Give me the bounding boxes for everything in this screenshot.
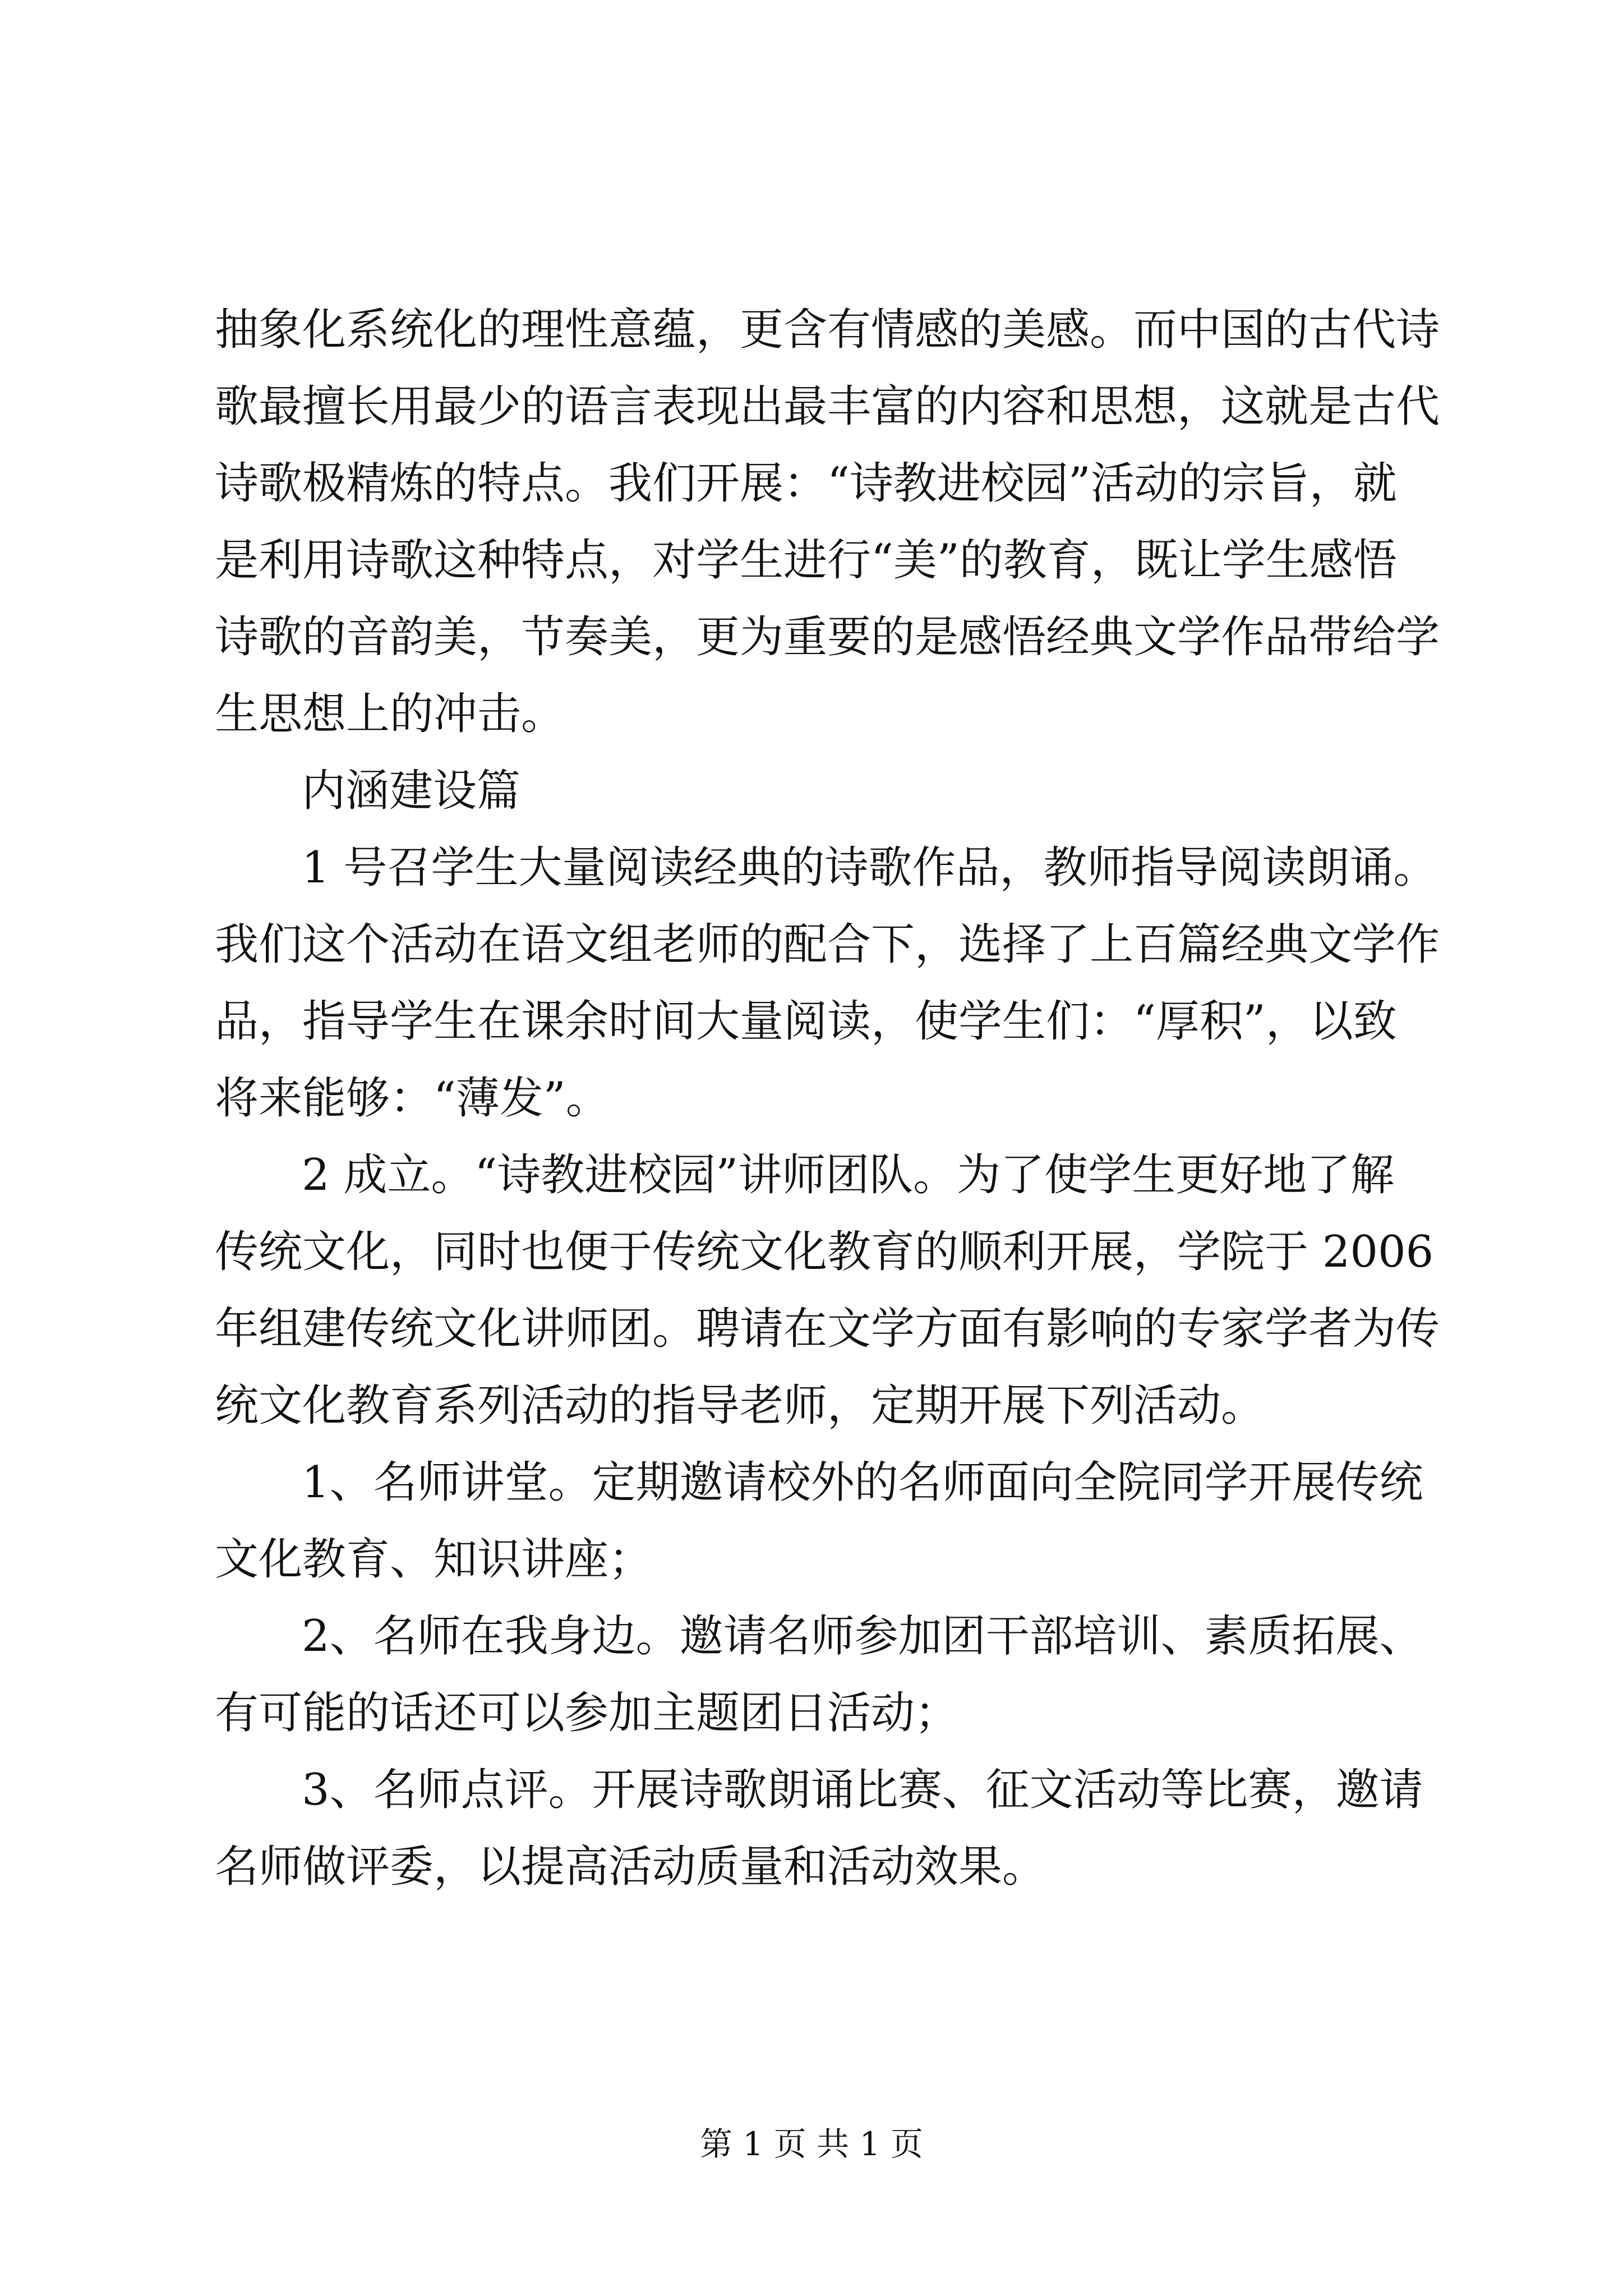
paragraph-line: 1 号召学生大量阅读经典的诗歌作品，教师指导阅读朗诵。 bbox=[302, 843, 1437, 893]
list-item-line: 2、名师在我身边。邀请名师参加团干部培训、素质拓展、 bbox=[302, 1611, 1423, 1662]
document-body bbox=[215, 292, 1440, 1906]
paragraph-line: 将来能够：“薄发”。 bbox=[215, 1073, 610, 1124]
paragraph-line: 统文化教育系列活动的指导老师，定期开展下列活动。 bbox=[215, 1381, 1265, 1431]
paragraph-line: 年组建传统文化讲师团。聘请在文学方面有影响的专家学者为传 bbox=[215, 1304, 1440, 1354]
list-item-line: 3、名师点评。开展诗歌朗诵比赛、征文活动等比赛，邀请 bbox=[302, 1765, 1423, 1815]
section-heading: 内涵建设篇 bbox=[302, 766, 521, 816]
list-item-line: 有可能的话还可以参加主题团日活动； bbox=[215, 1688, 959, 1738]
list-item-line: 文化教育、知识讲座； bbox=[215, 1534, 653, 1585]
paragraph-line: 生思想上的冲击。 bbox=[215, 689, 565, 739]
list-item-line: 名师做评委，以提高活动质量和活动效果。 bbox=[215, 1842, 1046, 1892]
paragraph-line: 歌最擅长用最少的语言表现出最丰富的内容和思想，这就是古代 bbox=[215, 381, 1440, 432]
list-item-line: 1、名师讲堂。定期邀请校外的名师面向全院同学开展传统 bbox=[302, 1457, 1423, 1508]
paragraph-line: 诗歌极精炼的特点。我们开展：“诗教进校园”活动的宗旨，就 bbox=[215, 458, 1397, 509]
paragraph-line: 诗歌的音韵美，节奏美，更为重要的是感悟经典文学作品带给学 bbox=[215, 612, 1440, 662]
paragraph-line: 抽象化系统化的理性意蕴，更含有情感的美感。而中国的古代诗 bbox=[215, 305, 1440, 355]
paragraph-line: 我们这个活动在语文组老师的配合下，选择了上百篇经典文学作 bbox=[215, 919, 1440, 970]
paragraph-line: 品，指导学生在课余时间大量阅读，使学生们：“厚积”，以致 bbox=[215, 996, 1397, 1047]
page-number-footer: 第 1 页 共 1 页 bbox=[700, 2125, 923, 2163]
paragraph-line: 2 成立。“诗教进校园”讲师团队。为了使学生更好地了解 bbox=[302, 1150, 1395, 1200]
paragraph-line: 是利用诗歌这种特点，对学生进行“美”的教育，既让学生感悟 bbox=[215, 535, 1397, 586]
paragraph-line: 传统文化，同时也便于传统文化教育的顺利开展，学院于 2006 bbox=[215, 1227, 1434, 1277]
